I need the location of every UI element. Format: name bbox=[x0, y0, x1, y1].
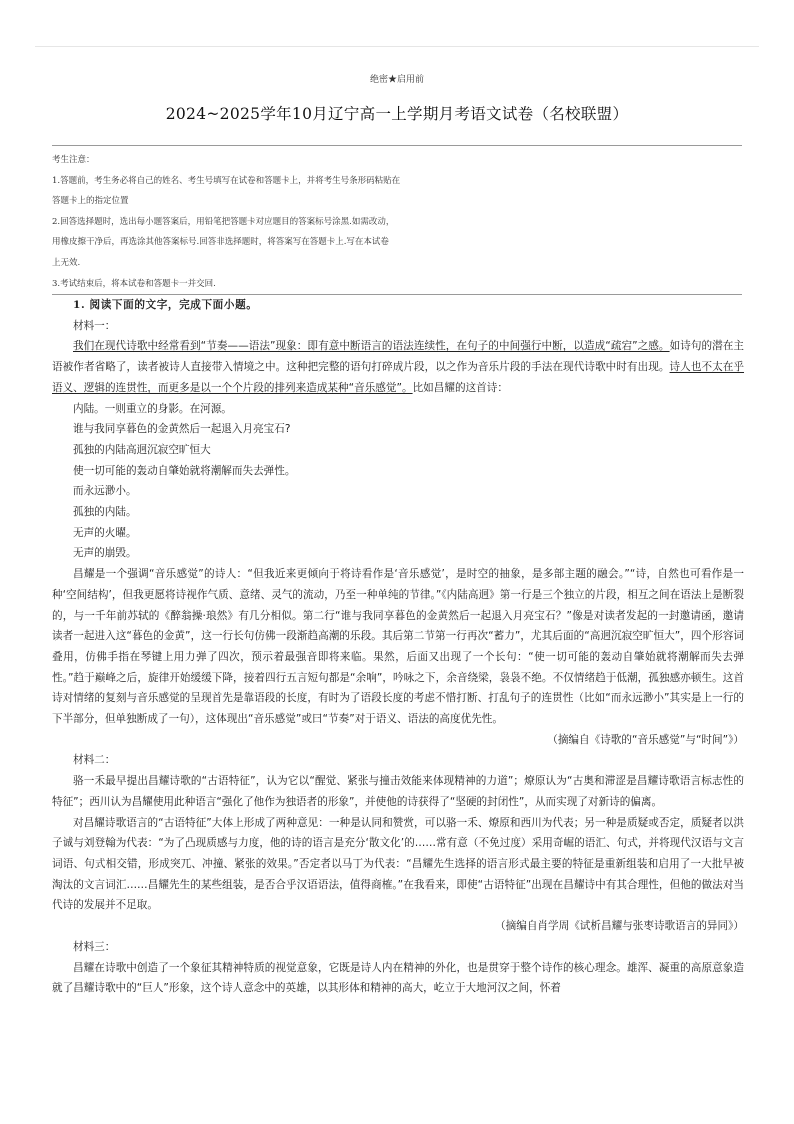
poem-line: 孤独的内陆。 bbox=[73, 506, 137, 519]
material-2-source: （摘编自肖学周《试析昌耀与张枣诗歌语言的异同》） bbox=[495, 920, 744, 933]
page-title: 2024~2025学年10月辽宁高一上学期月考语文试卷（名校联盟） bbox=[165, 105, 629, 123]
poem-line: 孤独的内陆高迥沉寂空旷恒大 bbox=[73, 443, 211, 456]
title-divider bbox=[52, 145, 742, 146]
paragraph-text: 比如昌耀的这首诗： bbox=[412, 381, 508, 394]
material-2-paragraph-2: 对昌耀诗歌语言的“古语特征”大体上形成了两种意见：一种是认同和赞赏，可以骆一禾、燎原和西川为代表；另一种是质疑或否定，质疑者以洪子诚与刘登翰为代表：“为了凸现质感与力度，他的诗的语言是充分‘散文化’的……常有意（不免过度）采用奇崛的语汇、句式，并将现代汉语与文言词语、句式相交错，形成突兀、冲撞、紧张的效果。”否定者以马丁为代表：“昌耀先生选择的语言形式最主要的特征是重新组装和启用了一大批早被淘汰的文言词汇……昌耀先生的某些组装，是否合乎汉语语法，值得商榷。”在我看来，即使“古语特征”出现在昌耀诗中有其合理性，但他的做法对当代诗的发展并不足取。 bbox=[52, 816, 744, 912]
material-3-paragraph-1: 昌耀在诗歌中创造了一个象征其精神特质的视觉意象，它既是诗人内在精神的外化，也是贯穿于整个诗作的核心理念。雄浑、凝重的高原意象造就了昌耀诗歌中的“巨人”形象，这个诗人意念中的英雄，以其形体和精神的高大，屹立于大地河汉之间，怀着 bbox=[52, 961, 744, 995]
notice-line: 答题卡上的指定位置 bbox=[52, 196, 129, 207]
poem-line: 使一切可能的轰动自肇始就将潮解而失去弹性。 bbox=[73, 464, 296, 477]
notice-line: 上无效. bbox=[52, 257, 81, 268]
underlined-sentence: 我们在现代诗歌中经常看到“节奏——语法”现象：即有意中断语言的语法连续性，在句子的中间强行中断，以造成“疏宕”之感。 bbox=[73, 340, 670, 353]
material-1-paragraph-2: 昌耀是一个强调“音乐感觉”的诗人：“但我近来更倾向于将诗看作是‘音乐感觉’，是时空的抽象，是多部主题的融会。”“诗，自然也可看作是一种‘空间结构’，但我更愿将诗视作气质、意绪、灵气的流动，乃至一种单纯的节律。”《内陆高迥》第一行是三个独立的片段，相互之间在语法上是断裂的，与一千年前苏轼的《醉翁操·琅然》有几分相似。第二行“谁与我同享暮色的金黄然后一起退入月亮宝石？”像是对读者发起的一封邀请函，邀请读者一起进入这“暮色的金黄”，这一行长句仿佛一段渐趋高潮的乐段。其后第二节第一行再次“蓄力”，尤其后面的“高迥沉寂空旷恒大”，四个形容词叠用，仿佛手指在琴键上用力弹了四次，预示着最强音即将来临。果然，后面又出现了一个长句：“使一切可能的轰动自肇始就将潮解而失去弹性。”趋于巅峰之后，旋律开始缓缓下降，接着四行五言短句都是“余响”，吟咏之下，余音绕梁，袅袅不绝。不仅情绪趋于低潮，孤独感亦顿生。这首诗对情绪的复刻与音乐感觉的呈现首先是靠语段的长度，有时为了语段长度的考虑不惜打断、打乱句子的连贯性（比如“而永远渺小”其实是上一行的下半部分，但单独断成了一句），这体现出“音乐感觉”或曰“节奏”对于语义、语法的高度优先性。 bbox=[52, 568, 744, 726]
material-1-source: （摘编自《诗歌的“音乐感觉”与“时间”》） bbox=[547, 733, 744, 746]
material-3-label: 材料三： bbox=[73, 940, 116, 953]
reading-passage bbox=[52, 295, 744, 999]
material-2-label: 材料二： bbox=[73, 754, 116, 767]
material-2-paragraph-1: 骆一禾最早提出昌耀诗歌的“古语特征”，认为它以“醒觉、紧张与撞击效能来体现精神的力道”；燎原认为“古奥和滞涩是昌耀诗歌语言标志性的特征”；西川认为昌耀使用此种语言“强化了他作为独语者的形象”，并使他的诗获得了“坚硬的封闭性”，从而实现了对新诗的偏离。 bbox=[52, 775, 744, 808]
top-border bbox=[35, 46, 759, 47]
poem-line: 而永远渺小。 bbox=[73, 485, 137, 498]
question-heading: 1. 阅读下面的文字，完成下面小题。 bbox=[73, 299, 258, 311]
poem-line: 谁与我同享暮色的金黄然后一起退入月亮宝石? bbox=[73, 423, 291, 436]
material-1-paragraph-1 bbox=[52, 336, 744, 398]
exam-notice bbox=[52, 150, 752, 294]
poem-line: 无声的火曜。 bbox=[73, 526, 137, 539]
material-1-label: 材料一： bbox=[73, 319, 116, 332]
confidential-mark: 绝密★启用前 bbox=[369, 75, 424, 85]
notice-line: 用橡皮擦干净后，再选涂其他答案标号.回答非选择题时，将答案写在答题卡上.写在本试卷 bbox=[52, 237, 389, 248]
notice-line: 3.考试结束后，将本试卷和答题卡一并交回. bbox=[52, 278, 216, 289]
notice-line: 1.答题前，考生务必将自己的姓名、考生号填写在试卷和答题卡上，并将考生号条形码粘贴在 bbox=[52, 175, 401, 186]
poem-line: 无声的崩毁。 bbox=[73, 547, 137, 560]
notice-line: 2.回答选择题时，选出每小题答案后，用铅笔把答题卡对应题目的答案标号涂黑.如需改动， bbox=[52, 216, 395, 227]
poem-line: 内陆。一则重立的身影。在河源。 bbox=[73, 402, 232, 415]
paragraph-text: 如诗句的潜在主语被作者省略了，读者被诗人直接带入情境之中。这种把完整的语句打碎成片段，以之作为音乐片段的手法在现代诗歌中时有出现。 bbox=[52, 340, 745, 374]
notice-heading: 考生注意： bbox=[52, 155, 95, 165]
underlined-sentence: 诗人也不太在乎语义、逻辑的连贯性，而更多是以一个个片段的排列来造成某种“音乐感觉”。 bbox=[52, 361, 745, 394]
